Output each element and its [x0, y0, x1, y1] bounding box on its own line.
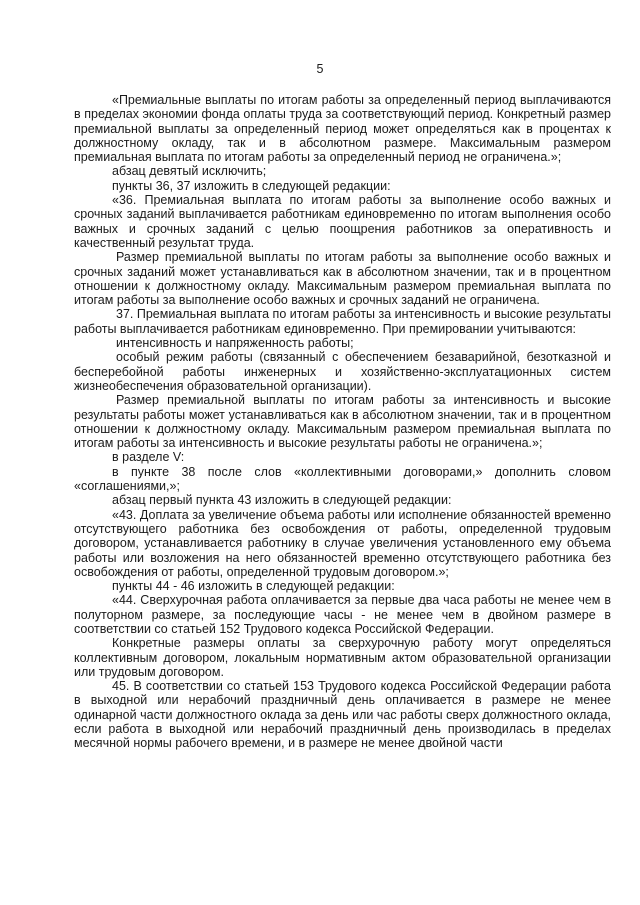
document-body — [74, 93, 611, 751]
paragraph: «43. Доплата за увеличение объема работы или исполнение обязанностей временно отсутствующего работника без освобождения от работы, определенной трудовым договором, устанавливается работнику в случае увеличения установленного ему объема работы или возложения на него обязанностей временно отсутствующего работника без освобождения от работы, определенной трудовым договором.»; — [74, 507, 611, 579]
paragraph: «44. Сверхурочная работа оплачивается за первые два часа работы не менее чем в полуторном размере, за последующие часы - не менее чем в двойном размере в соответствии со статьей 152 Трудового кодекса Российской Федерации. — [74, 593, 611, 636]
paragraph: Конкретные размеры оплаты за сверхурочную работу могут определяться коллективным договором, локальным нормативным актом образовательной организации или трудовым договором. — [74, 636, 611, 679]
paragraph: особый режим работы (связанный с обеспечением безаварийной, безотказной и бесперебойной работы инженерных и хозяйственно-эксплуатационных систем жизнеобеспечения образовательной организации). — [74, 350, 611, 393]
paragraph: «Премиальные выплаты по итогам работы за определенный период выплачиваются в пределах экономии фонда оплаты труда за соответствующий период. Конкретный размер премиальной выплаты за определенный период может определяться как в процентах к должностному окладу, так и в абсолютном размере. Максимальным размером премиальная выплата по итогам работы за определенный период не ограничена.»; — [74, 93, 611, 165]
paragraph: Размер премиальной выплаты по итогам работы за выполнение особо важных и срочных заданий может устанавливаться как в абсолютном значении, так и в процентном отношении к должностному окладу. Максимальным размером премиальная выплата по итогам работы за выполнение особо важных и срочных заданий не ограничена. — [74, 250, 611, 308]
paragraph: в разделе V: — [112, 450, 185, 465]
paragraph: 37. Премиальная выплата по итогам работы за интенсивность и высокие результаты работы выплачивается работникам единовременно. При премировании учитываются: — [74, 307, 611, 336]
page-number: 5 — [316, 62, 324, 76]
paragraph: Размер премиальной выплаты по итогам работы за интенсивность и высокие результаты работы может устанавливаться как в абсолютном значении, так и в процентном отношении к должностному окладу. Максимальным размером премиальная выплата по итогам работы за интенсивность и высокие результаты работы не ограничена.»; — [74, 393, 611, 451]
paragraph: в пункте 38 после слов «коллективными договорами,» дополнить словом «соглашениями,»; — [74, 464, 611, 494]
paragraph: 45. В соответствии со статьей 153 Трудового кодекса Российской Федерации работа в выходной или нерабочий праздничный день оплачивается в размере не менее одинарной части должностного оклада за день или час работы сверх должностного оклада, если работа в выходной или нерабочий праздничный день производилась в пределах месячной нормы рабочего времени, и в размере не менее двойной части — [74, 679, 611, 751]
paragraph: пункты 36, 37 изложить в следующей редакции: — [112, 178, 391, 193]
paragraph: интенсивность и напряженность работы; — [116, 336, 354, 351]
paragraph: абзац девятый исключить; — [112, 164, 267, 179]
paragraph: абзац первый пункта 43 изложить в следующей редакции: — [112, 493, 452, 508]
paragraph: пункты 44 - 46 изложить в следующей редакции: — [112, 579, 395, 594]
paragraph: «36. Премиальная выплата по итогам работы за выполнение особо важных и срочных заданий выплачивается работникам единовременно по итогам выполнения особо важных и срочных заданий с целью поощрения работников за оперативность и качественный результат труда. — [74, 193, 611, 250]
